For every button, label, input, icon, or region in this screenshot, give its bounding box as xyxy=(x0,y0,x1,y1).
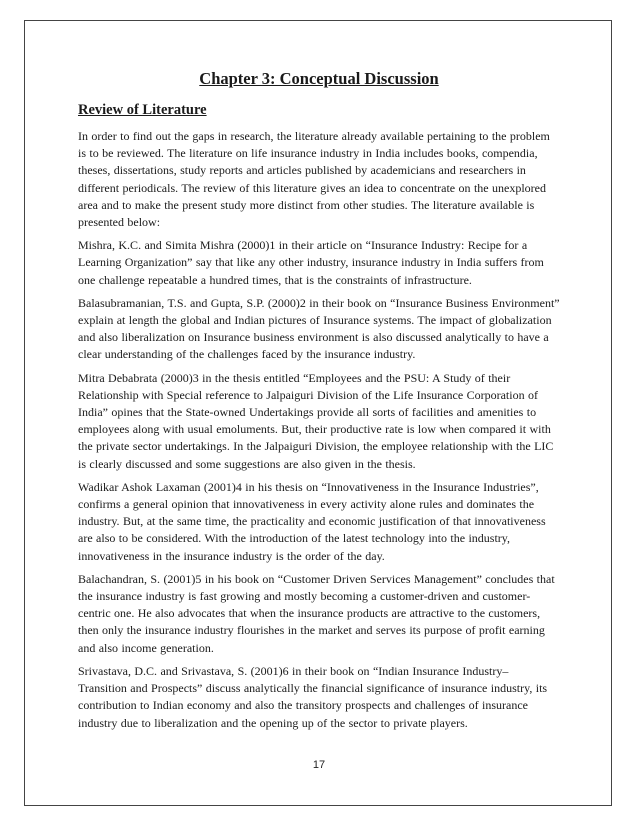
paragraph-mitra: Mitra Debabrata (2000)3 in the thesis entitled “Employees and the PSU: A Study of their Relationship with Special reference to Jalpaiguri Division of the Life Insurance Corporation of India” opines that the State-owned Undertakings provide all sorts of facilities and amenities to employees along with usual emoluments. But, their productive rate is low when compared it with the private sector undertakings. In the Jalpaiguri Division, the employee relationship with the LIC is clearly discussed and some suggestions are also given in the thesis. xyxy=(78,370,554,471)
paragraph-srivastava: Srivastava, D.C. and Srivastava, S. (2001)6 in their book on “Indian Insurance Industry– Transition and Prospects” discuss analytically the financial significance of insurance industry, its contribution to Indian economy and also the transitory prospects and challenges of insurance industry due to liberalization and the opening up of the sector to private players. xyxy=(78,663,548,730)
paragraph-wadikar: Wadikar Ashok Laxaman (2001)4 in his thesis on “Innovativeness in the Insurance Industries”, confirms a general opinion that innovativeness in every activity alone rules and dominates the industry. But, at the same time, the practicality and economic justification of that innovativeness are also to be considered. With the introduction of the latest technology into the industry, innovativeness in the insurance industry is the order of the day. xyxy=(78,479,546,563)
page-content xyxy=(78,68,560,738)
paragraph-balachandran: Balachandran, S. (2001)5 in his book on “Customer Driven Services Management” concludes that the insurance industry is fast growing and mostly becoming a customer-driven and customer-centric one. He also advocates that when the insurance products are attractive to the customers, then only the insurance industry flourishes in the market and serves its purpose of profit earning and also income generation. xyxy=(78,571,555,655)
paragraph-balasubramanian: Balasubramanian, T.S. and Gupta, S.P. (2000)2 in their book on “Insurance Business Environment” explain at length the global and Indian pictures of Insurance systems. The impact of globalization and also liberalization on Insurance business environment is also discussed analytically to have a clear understanding of the challenges faced by the insurance industry. xyxy=(78,295,560,362)
chapter-title: Chapter 3: Conceptual Discussion xyxy=(199,69,439,88)
paragraph-intro: In order to find out the gaps in research, the literature already available pertaining to the problem is to be reviewed. The literature on life insurance industry in India includes books, compendia, theses, dissertations, study reports and articles published by academicians and researchers in different periodicals. The review of this literature gives an idea to concentrate on the unexplored area and to make the present study more distinct from other studies. The literature available is presented below: xyxy=(78,129,550,230)
paragraph-mishra: Mishra, K.C. and Simita Mishra (2000)1 in their article on “Insurance Industry: Recipe for a Learning Organization” say that like any other industry, insurance industry in India suffers from one challenge repeatable a hundred times, that is the constraints of infrastructure. xyxy=(78,238,544,287)
section-heading: Review of Literature xyxy=(78,102,207,118)
page-number: 17 xyxy=(312,759,326,771)
